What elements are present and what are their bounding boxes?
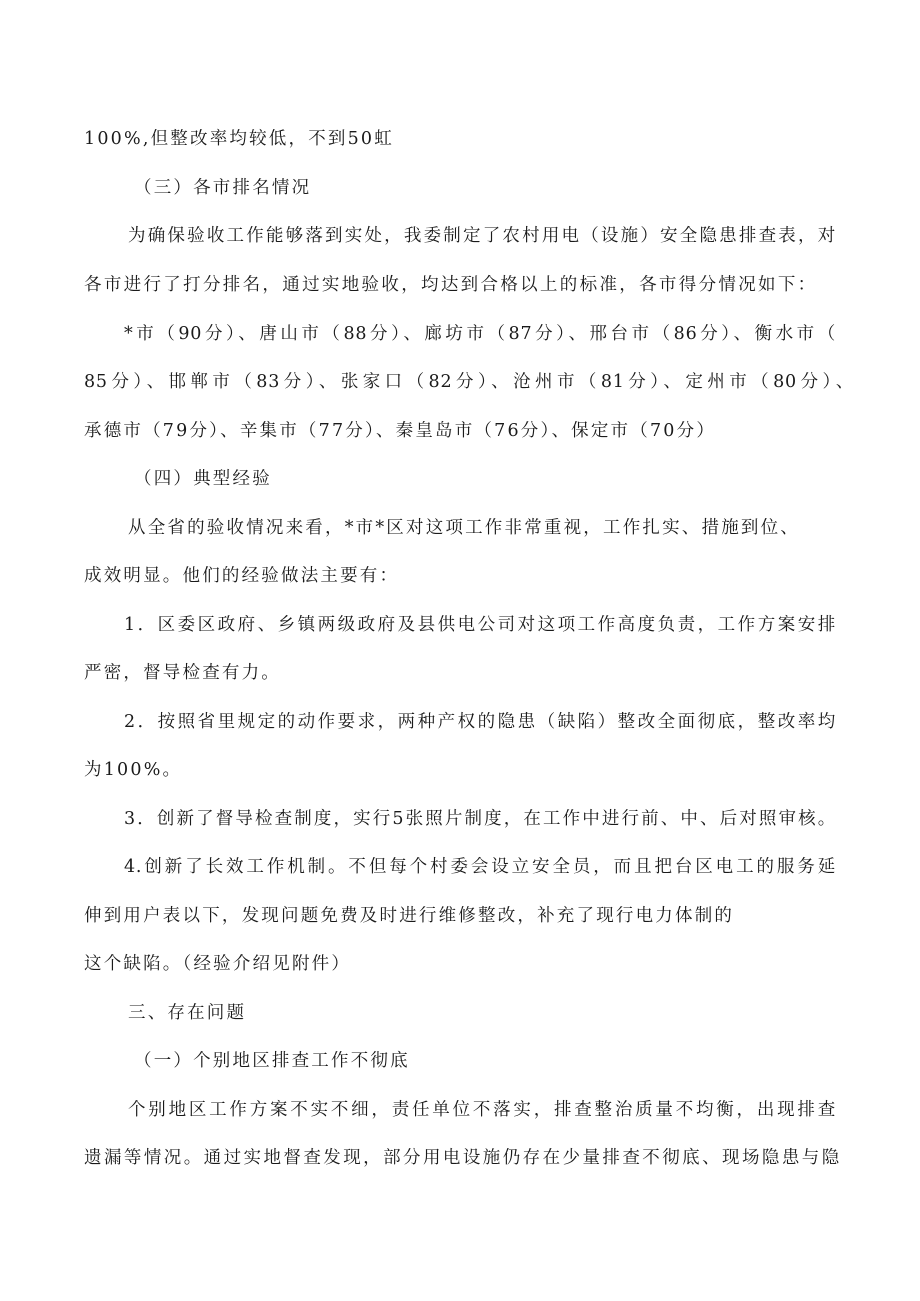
list-item: 3．创新了督导检查制度，实行5张照片制度，在工作中进行前、中、后对照审核。 — [124, 809, 836, 829]
text-line: 100%,但整改率均较低，不到50虹 — [84, 129, 394, 149]
text-line: 85分）、邯郸市（83分）、张家口（82分）、沧州市（81分）、定州市（80分）、 — [84, 372, 854, 392]
list-item: 1．区委区政府、乡镇两级政府及县供电公司对这项工作高度负责，工作方案安排 — [124, 615, 836, 635]
text-line: 从全省的验收情况来看，*市*区对这项工作非常重视，工作扎实、措施到位、 — [128, 518, 800, 538]
text-line: 个别地区工作方案不实不细，责任单位不落实，排查整治质量不均衡，出现排查 — [128, 1100, 836, 1120]
list-item: 4.创新了长效工作机制。不但每个村委会设立安全员，而且把台区电工的服务延 — [124, 857, 836, 877]
text-line: 各市进行了打分排名，通过实地验收，均达到合格以上的标准，各市得分情况如下： — [84, 275, 816, 295]
list-item: 2．按照省里规定的动作要求，两种产权的隐患（缺陷）整改全面彻底，整改率均 — [124, 712, 836, 732]
section-heading: （四）典型经验 — [134, 469, 272, 489]
section-heading: （三）各市排名情况 — [134, 178, 312, 198]
text-line: 伸到用户表以下，发现问题免费及时进行维修整改，补充了现行电力体制的 — [84, 906, 735, 926]
section-heading: （一）个别地区排查工作不彻底 — [134, 1051, 410, 1071]
text-line: 这个缺陷。（经验介绍见附件） — [84, 954, 352, 974]
section-heading: 三、存在问题 — [128, 1003, 247, 1023]
text-line: 成效明显。他们的经验做法主要有： — [84, 566, 400, 586]
text-line: 为100%。 — [84, 760, 183, 780]
text-line: 严密，督导检查有力。 — [84, 663, 281, 683]
text-line: 承德市（79分）、辛集市（77分）、秦皇岛市（76分）、保定市（70分） — [84, 421, 717, 441]
text-line: 遗漏等情况。通过实地督查发现，部分用电设施仍存在少量排查不彻底、现场隐患与隐 — [84, 1148, 840, 1168]
text-line: *市（90分）、唐山市（88分）、廊坊市（87分）、邢台市（86分）、衡水市（ — [124, 324, 836, 344]
text-line: 为确保验收工作能够落到实处，我委制定了农村用电（设施）安全隐患排查表，对 — [128, 226, 836, 246]
